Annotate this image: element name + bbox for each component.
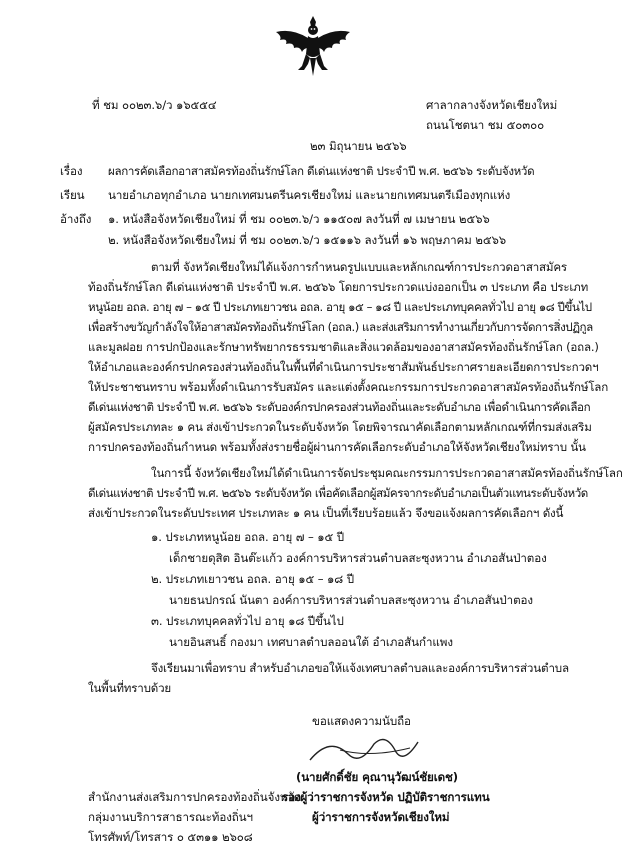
winner-name: เด็กชายดุสิต อินต๊ะแก้ว องค์การบริหารส่วนตำบลสะซุงหวาน อำเภอสันป่าตอง: [169, 551, 547, 565]
winner-category: ๑. ประเภทหนูน้อย อถล. อายุ ๗ – ๑๕ ปี: [151, 530, 344, 544]
office-address-line1: ศาลากลางจังหวัดเชียงใหม่: [426, 98, 558, 112]
reference-label: อ้างถึง: [60, 212, 92, 226]
footer-phone: โทรศัพท์/โทรสาร ๐ ๕๓๑๑ ๒๖๐๘: [88, 830, 253, 844]
body-paragraph-line: ดีเด่นแห่งชาติ ประจำปี พ.ศ. ๒๕๖๖ ระดับจังหวัด เพื่อคัดเลือกผู้สมัครจากระดับอำเภอเป็นตัวแทนระดับจังหวัด: [88, 486, 588, 500]
document-number: ที่ ชม ๐๐๒๓.๖/ว ๑๖๕๕๔: [92, 98, 217, 112]
body-paragraph-line: ท้องถิ่นรักษ์โลก ดีเด่นแห่งชาติ ประจำปี พ.ศ. ๒๕๖๖ โดยการประกวดแบ่งออกเป็น ๓ ประเภท คือ ประเภท: [88, 280, 589, 294]
to-label: เรียน: [60, 188, 85, 202]
winner-name: นายธนปกรณ์ นันตา องค์การบริหารส่วนตำบลสะซุงหวาน อำเภอสันป่าตอง: [169, 593, 533, 607]
body-paragraph-line: เพื่อสร้างขวัญกำลังใจให้อาสาสมัครท้องถิ่นรักษ์โลก (อถล.) และส่งเสริมการทำงานเกี่ยวกับการจัดการสิ่งปฏิกูล: [88, 320, 593, 334]
signature-scribble: [300, 730, 440, 770]
closing-line: ในพื้นที่ทราบด้วย: [88, 681, 171, 695]
office-address-line2: ถนนโชตนา ชม ๕๐๓๐๐: [426, 118, 545, 132]
body-paragraph-line: ในการนี้ จังหวัดเชียงใหม่ได้ดำเนินการจัดประชุมคณะกรรมการประกวดอาสาสมัครท้องถิ่นรักษ์โลก: [151, 466, 623, 480]
regards-text: ขอแสดงความนับถือ: [312, 714, 411, 728]
signatory-position: ผู้ว่าราชการจังหวัดเชียงใหม่: [312, 810, 450, 824]
body-paragraph-line: ผู้สมัครประเภทละ ๑ คน ส่งเข้าประกวดในระดับจังหวัด โดยพิจารณาคัดเลือกตามหลักเกณฑ์ที่กรมส่งเสริม: [88, 420, 592, 434]
to-text: นายอำเภอทุกอำเภอ นายกเทศมนตรีนครเชียงใหม่ และนายกเทศมนตรีเมืองทุกแห่ง: [108, 188, 511, 202]
reference-item: ๒. หนังสือจังหวัดเชียงใหม่ ที่ ชม ๐๐๒๓.๖/ว ๑๕๑๑๖ ลงวันที่ ๑๖ พฤษภาคม ๒๕๖๖: [108, 233, 507, 247]
closing-line: จึงเรียนมาเพื่อทราบ สำหรับอำเภอขอให้แจ้งเทศบาลตำบลและองค์การบริหารส่วนตำบล: [151, 661, 569, 675]
signatory-name: (นายศักดิ์ชัย คุณานุวัฒน์ชัยเดช): [296, 770, 459, 784]
body-paragraph-line: การปกครองท้องถิ่นกำหนด พร้อมทั้งส่งรายชื่อผู้ผ่านการคัดเลือกระดับอำเภอให้จังหวัดเชียงใหม่ทราบ นั้น: [88, 440, 586, 454]
body-paragraph-line: ส่งเข้าประกวดในระดับประเทศ ประเภทละ ๑ คน เป็นที่เรียบร้อยแล้ว จึงขอแจ้งผลการคัดเลือกฯ ดังนี้: [88, 506, 564, 520]
reference-item: ๑. หนังสือจังหวัดเชียงใหม่ ที่ ชม ๐๐๒๓.๖/ว ๑๑๕๐๗ ลงวันที่ ๗ เมษายน ๒๕๖๖: [108, 212, 490, 226]
winner-category: ๒. ประเภทเยาวชน อถล. อายุ ๑๕ – ๑๘ ปี: [151, 572, 354, 586]
body-paragraph-line: ตามที่ จังหวัดเชียงใหม่ได้แจ้งการกำหนดรูปแบบและหลักเกณฑ์การประกวดอาสาสมัคร: [151, 260, 567, 274]
winner-name: นายอินสนธิ์ กองมา เทศบาลตำบลออนใต้ อำเภอสันกำแพง: [169, 635, 453, 649]
body-paragraph-line: หนูน้อย อถล. อายุ ๗ – ๑๕ ปี ประเภทเยาวชน อถล. อายุ ๑๕ – ๑๘ ปี และประเภทบุคคลทั่วไป อายุ ๑๘ ปีขึ้นไป: [88, 300, 592, 314]
body-paragraph-line: ดีเด่นแห่งชาติ ประจำปี พ.ศ. ๒๕๖๖ ระดับองค์กรปกครองส่วนท้องถิ่นและระดับอำเภอ เพื่อดำเนินการคัดเลือก: [88, 400, 591, 414]
signatory-position: รองผู้ว่าราชการจังหวัด ปฏิบัติราชการแทน: [282, 790, 490, 804]
body-paragraph-line: ให้อำเภอและองค์กรปกครองส่วนท้องถิ่นในพื้นที่ดำเนินการประชาสัมพันธ์ประกาศรายละเอียดการประกวดฯ: [88, 360, 599, 374]
subject-text: ผลการคัดเลือกอาสาสมัครท้องถิ่นรักษ์โลก ดีเด่นแห่งชาติ ประจำปี พ.ศ. ๒๕๖๖ ระดับจังหวัด: [108, 164, 535, 178]
footer-line: กลุ่มงานบริการสาธารณะท้องถิ่นฯ: [88, 810, 253, 824]
body-paragraph-line: และมูลฝอย การปกป้องและรักษาทรัพยากรธรรมชาติและสิ่งแวดล้อมของอาสาสมัครท้องถิ่นรักษ์โลก (อถล.): [88, 340, 599, 354]
garuda-emblem: [272, 14, 354, 80]
document-date: ๒๓ มิถุนายน ๒๕๖๖: [310, 139, 407, 153]
subject-label: เรื่อง: [60, 164, 83, 178]
body-paragraph-line: ให้ประชาชนทราบ พร้อมทั้งดำเนินการรับสมัคร และแต่งตั้งคณะกรรมการประกวดอาสาสมัครท้องถิ่นรักษ์โลก: [88, 380, 609, 394]
footer-line: สำนักงานส่งเสริมการปกครองท้องถิ่นจังหวัด: [88, 790, 302, 804]
winner-category: ๓. ประเภทบุคคลทั่วไป อายุ ๑๘ ปีขึ้นไป: [151, 614, 344, 628]
